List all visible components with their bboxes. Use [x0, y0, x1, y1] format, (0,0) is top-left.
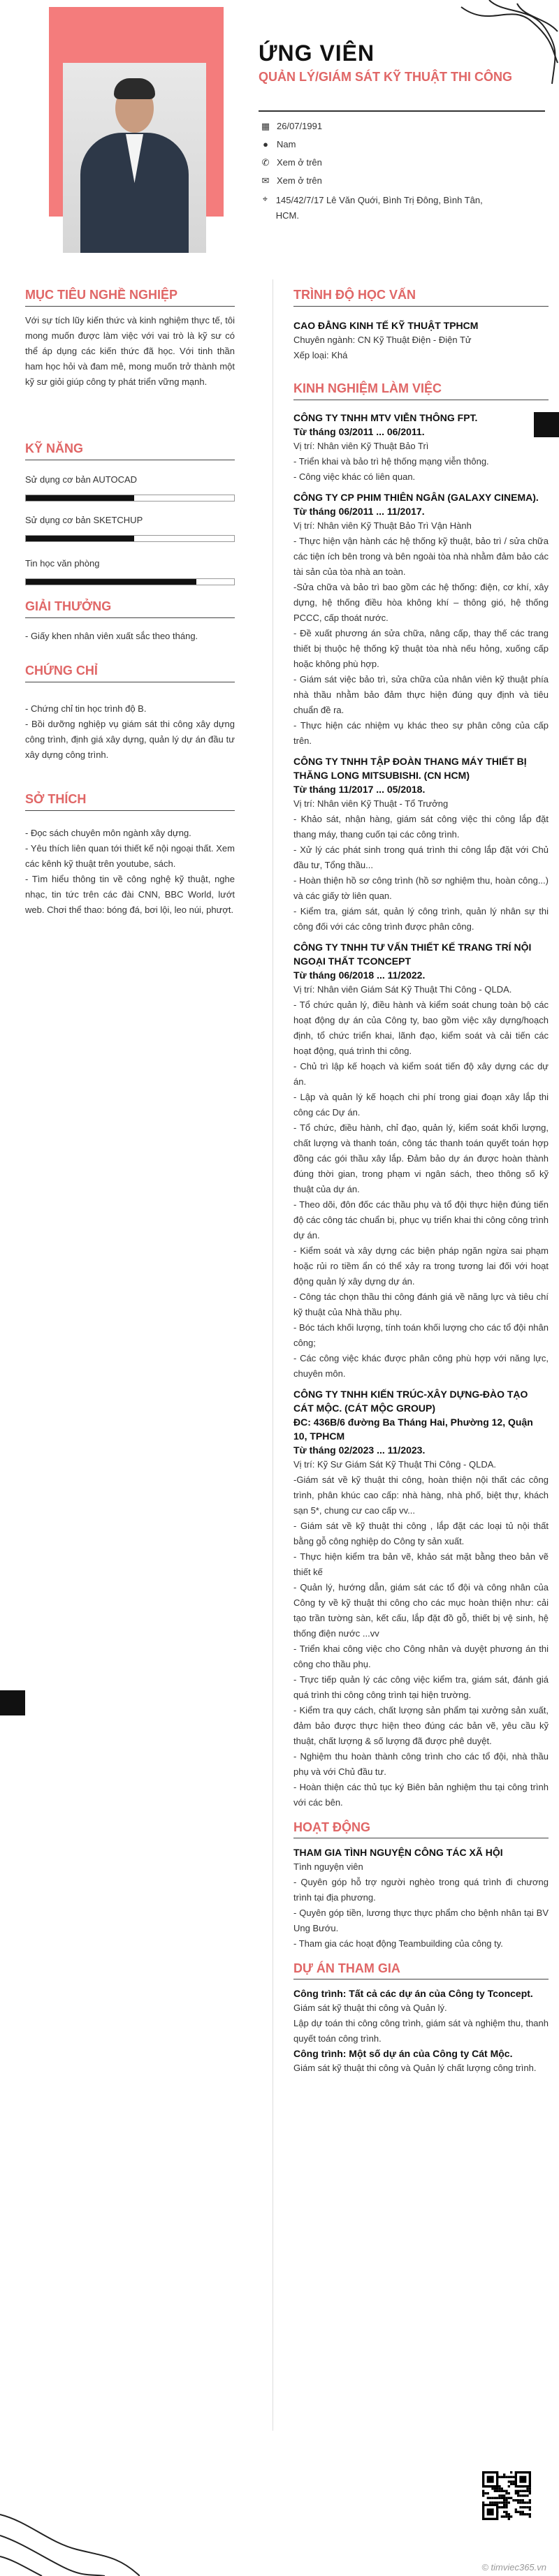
- activity-title: THAM GIA TÌNH NGUYỆN CÔNG TÁC XÃ HỘI: [293, 1847, 503, 1858]
- hobbies-heading: SỞ THÍCH: [25, 792, 87, 806]
- project-line: Giám sát kỹ thuật thi công và Quản lý.: [293, 2003, 447, 2013]
- job-line: - Tổ chức, điều hành, chỉ đạo, quản lý, kiểm soát khối lượng, chất lượng và thanh toán, công tác thanh toán quyết toán hợp đồng các gói thầu xây lắp. Đảm bảo dự án được hoàn thành đúng thời gian, trong phạm vi ngân sách, theo thông số kỹ thuật của dự án.: [293, 1122, 549, 1194]
- job-line: -Giám sát về kỹ thuật thi công, hoàn thiện nội thất các công trình, phân khúc cao cấp: nhà hàng, nhà phố, biệt thự, khách sạn 5*, chung cư cao cấp vv...: [293, 1474, 549, 1516]
- job-line: Vị trí: Nhân viên Kỹ Thuật Bảo Trì Vận Hành: [293, 520, 472, 531]
- page-marker: [534, 412, 559, 437]
- job-line: - Các công việc khác được phân công phù hợp với năng lực, chuyên môn.: [293, 1353, 549, 1379]
- decorative-swirl-bottom: [0, 2487, 140, 2576]
- person-icon: ●: [263, 139, 268, 149]
- activity-line: - Tham gia các hoạt động Teambuilding của công ty.: [293, 1938, 503, 1949]
- education-heading: TRÌNH ĐỘ HỌC VẤN: [293, 288, 416, 302]
- job-line: - Kiểm tra, giám sát, quản lý công trình, quản lý nhân sự thi công đối với các công trình được phân công.: [293, 906, 549, 932]
- skill-bar: [25, 535, 235, 542]
- job-entry: [293, 490, 549, 749]
- profile-photo: [63, 63, 206, 253]
- job-line: - Trực tiếp quản lý các công việc kiểm tra, giám sát, đánh giá quá trình thi công công trình tại hiện trường.: [293, 1674, 549, 1700]
- job-address: ĐC: 436B/6 đường Ba Tháng Hai, Phường 12, Quận 10, TPHCM: [293, 1417, 533, 1442]
- job-line: - Giám sát việc bảo trì, sửa chữa của nhân viên kỹ thuật phía nhà thầu nhằm bảo đảm thực hiện đúng quy định và tiêu chuẩn đề ra.: [293, 674, 549, 715]
- contact-email: ✉ Xem ở trên: [260, 175, 322, 187]
- calendar-icon: ▦: [261, 121, 270, 131]
- job-period: Từ tháng 06/2011 ... 11/2017.: [293, 506, 425, 517]
- job-entry: [293, 940, 549, 1382]
- skill-label: Sử dụng cơ bản SKETCHUP: [25, 515, 143, 525]
- education-grade: Xếp loại: Khá: [293, 350, 348, 360]
- job-line: - Kiểm tra quy cách, chất lượng sản phẩm tại xưởng sản xuất, đảm bảo được thực hiện theo đúng các bản vẽ, yêu cầu kỹ thuật, chất lượng & số lượng đã được phê duyệt.: [293, 1705, 549, 1746]
- job-line: -Sửa chữa và bảo trì bao gồm các hệ thống: điện, cơ khí, xây dựng, hệ thống điều hòa không khí – thông gió, hệ thống PCCC, cấp thoát nước.: [293, 582, 549, 623]
- objective-heading: MỤC TIÊU NGHỀ NGHIỆP: [25, 288, 178, 302]
- skill-bar-fill: [26, 579, 196, 585]
- activity-line: - Quyên góp hỗ trợ người nghèo trong quá trình đi chương trình tại địa phương.: [293, 1877, 549, 1903]
- education-major: Chuyên ngành: CN Kỹ Thuật Điện - Điện Tử: [293, 335, 472, 345]
- skill-label: Tin học văn phòng: [25, 558, 100, 569]
- job-line: Vị trí: Nhân viên Kỹ Thuật Bảo Trì: [293, 441, 429, 451]
- phone-icon: ✆: [261, 157, 270, 168]
- activities-heading: HOẠT ĐỘNG: [293, 1820, 370, 1834]
- projects-heading: DỰ ÁN THAM GIA: [293, 1961, 400, 1975]
- job-line: - Hoàn thiện các thủ tục ký Biên bản nghiệm thu tại công trình với các bên.: [293, 1782, 549, 1808]
- school-name: CAO ĐẲNG KINH TẾ KỸ THUẬT TPHCM: [293, 320, 479, 331]
- job-line: - Kiểm soát và xây dựng các biện pháp ngăn ngừa sai phạm hoặc rủi ro tiềm ẩn có thể xảy ra trong tương lai đối với hoạt động quản lý xây dựng dự án.: [293, 1245, 549, 1287]
- job-line: - Xử lý các phát sinh trong quá trình thi công lắp đặt với Chủ đầu tư, Tổng thầu...: [293, 844, 549, 870]
- job-entry: [293, 754, 549, 935]
- job-line: - Bóc tách khối lượng, tính toán khối lượng cho các tổ đội nhân công;: [293, 1322, 549, 1348]
- project-line: Giám sát kỹ thuật thi công và Quản lý chất lượng công trình.: [293, 2063, 537, 2073]
- experience-heading: KINH NGHIỆM LÀM VIỆC: [293, 381, 442, 395]
- job-company: CÔNG TY TNHH TẬP ĐOÀN THANG MÁY THIẾT BỊ THĂNG LONG MITSUBISHI. (CN HCM): [293, 756, 527, 781]
- job-line: - Công tác chọn thầu thi công đánh giá về năng lực và tiêu chí kỹ thuật của Nhà thầu phụ.: [293, 1291, 549, 1317]
- divider: [25, 617, 235, 618]
- job-line: - Thực hiện kiểm tra bản vẽ, khảo sát mặt bằng theo bản vẽ thiết kế: [293, 1551, 549, 1577]
- contact-gender: ● Nam: [260, 138, 296, 151]
- mail-icon: ✉: [261, 175, 270, 186]
- job-line: Vị trí: Kỹ Sư Giám Sát Kỹ Thuật Thi Công - QLDA.: [293, 1459, 496, 1470]
- hobby-item: - Tìm hiểu thông tin về công nghệ kỹ thuật, nghe nhạc, tin tức trên các đài CNN, BBC World, lướt web. Chơi thể thao: bóng đá, bơi lội, leo núi, phượt.: [25, 874, 235, 915]
- skill-bar: [25, 578, 235, 585]
- job-line: - Thực hiện vận hành các hệ thống kỹ thuật, bảo trì / sửa chữa các tiện ích bên trong và bên ngoài tòa nhà nhằm đảm bảo các tài sản của tòa nhà an toàn.: [293, 536, 549, 577]
- certificates-list: [25, 701, 235, 763]
- objective-text: Với sự tích lũy kiến thức và kinh nghiệm thực tế, tôi mong muốn được làm việc với vai trò là kỹ sư có thể áp dụng các kiến thức đã học. Với tinh thần ham học hỏi và đam mê, mong muốn trở thành một kỹ sư giỏi giúp công ty phát triển vững mạnh.: [25, 315, 235, 387]
- job-company: CÔNG TY TNHH KIẾN TRÚC-XÂY DỰNG-ĐÀO TẠO CÁT MỘC. (CÁT MỘC GROUP): [293, 1389, 528, 1414]
- divider: [25, 306, 235, 307]
- candidate-name: ỨNG VIÊN: [259, 41, 375, 66]
- job-line: - Chủ trì lập kế hoạch và kiểm soát tiến độ xây dựng các dự án.: [293, 1061, 549, 1087]
- page-marker: [0, 1690, 25, 1715]
- job-period: Từ tháng 11/2017 ... 05/2018.: [293, 784, 426, 795]
- job-line: - Quản lý, hướng dẫn, giám sát các tổ đội và công nhân của Công ty về kỹ thuật thi công cho các mục hoàn thiện như: cải tạo trần tường sàn, kết cấu, lắp đặt đồ gỗ, thiết bị vệ sinh, hệ thống điện nước ...vv: [293, 1582, 549, 1639]
- certificate-item: - Bồi dưỡng nghiệp vụ giám sát thi công xây dựng công trình, định giá xây dựng, quản lý dự án đầu tư xây dựng công trình.: [25, 719, 235, 760]
- job-list: [293, 411, 549, 2076]
- job-entry: [293, 411, 549, 485]
- job-line: - Tổ chức quản lý, điều hành và kiểm soát chung toàn bộ các hoạt động dự án của Công ty, bao gồm việc xây dựng/hoạch định, tổ chức triển khai, lãnh đạo, kiểm soát và cải tiến các hoạt động, quá trình thi công.: [293, 1000, 549, 1056]
- project-title: Công trình: Tất cả các dự án của Công ty Tconcept.: [293, 1988, 533, 1999]
- contact-address: ⌖ 145/42/7/17 Lê Văn Quới, Bình Trị Đông, Bình Tân, HCM.: [260, 193, 491, 224]
- hobby-item: - Đọc sách chuyên môn ngành xây dựng.: [25, 828, 191, 838]
- job-line: - Hoàn thiện hồ sơ công trình (hồ sơ nghiệm thu, hoàn công...) và các giấy tờ liên quan.: [293, 875, 549, 901]
- certificates-heading: CHỨNG CHỈ: [25, 664, 98, 678]
- project-title: Công trình: Một số dự án của Công ty Cát Mộc.: [293, 2048, 513, 2059]
- education-block: [293, 319, 549, 363]
- job-line: - Giám sát về kỹ thuật thi công , lắp đặt các loại tủ nội thất bằng gỗ công nghiệp do Công ty sản xuất.: [293, 1521, 549, 1546]
- contact-birthdate: ▦ 26/07/1991: [261, 121, 323, 131]
- job-line: - Thực hiện các nhiệm vụ khác theo sự phân công của cấp trên.: [293, 720, 549, 746]
- location-icon: ⌖: [262, 193, 268, 204]
- job-company: CÔNG TY TNHH TƯ VẤN THIẾT KẾ TRANG TRÍ NỘI NGOẠI THẤT TCONCEPT: [293, 942, 532, 967]
- hobby-item: - Yêu thích liên quan tới thiết kế nội ngoại thất. Xem các kênh kỹ thuật trên youtube, sách.: [25, 843, 235, 869]
- job-line: - Triển khai và bảo trì hệ thống mạng viễn thông.: [293, 456, 489, 467]
- project-line: Lập dự toán thi công công trình, giám sát và nghiệm thu, thanh quyết toán công trình.: [293, 2018, 549, 2044]
- job-period: Từ tháng 06/2018 ... 11/2022.: [293, 969, 426, 981]
- job-line: - Theo dõi, đôn đốc các thầu phụ và tổ đội thực hiện đúng tiến độ các công tác chuẩn bị, phục vụ triển khai thi công công trình dự án.: [293, 1199, 549, 1241]
- contact-phone: ✆ Xem ở trên: [260, 156, 322, 169]
- hobbies-list: [25, 826, 235, 918]
- divider: [25, 810, 235, 811]
- qr-code: [482, 2471, 531, 2520]
- job-company: CÔNG TY CP PHIM THIÊN NGÂN (GALAXY CINEMA).: [293, 492, 539, 503]
- activity-line: Tình nguyện viên: [293, 1861, 363, 1872]
- job-entry: [293, 1387, 549, 1810]
- candidate-title: QUẢN LÝ/GIÁM SÁT KỸ THUẬT THI CÔNG: [259, 70, 512, 84]
- divider: [293, 306, 549, 307]
- activity-line: - Quyên góp tiền, lương thực thực phẩm cho bệnh nhân tại BV Ung Bướu.: [293, 1908, 549, 1933]
- skill-bar-fill: [26, 536, 134, 541]
- title-divider: [259, 110, 545, 112]
- certificate-item: - Chứng chỉ tin học trình độ B.: [25, 703, 147, 714]
- awards-heading: GIẢI THƯỞNG: [25, 599, 112, 613]
- watermark: © timviec365.vn: [481, 2562, 546, 2573]
- job-period: Từ tháng 02/2023 ... 11/2023.: [293, 1444, 426, 1456]
- job-line: - Đề xuất phương án sửa chữa, nâng cấp, thay thế các trang thiết bị thuộc hệ thống kỹ thuật tòa nhà nếu hỏng, xuống cấp hoặc không phù hợp.: [293, 628, 549, 669]
- skill-bar: [25, 495, 235, 502]
- job-company: CÔNG TY TNHH MTV VIỄN THÔNG FPT.: [293, 412, 478, 423]
- awards-text: - Giấy khen nhân viên xuất sắc theo tháng.: [25, 631, 198, 641]
- job-line: - Triển khai công việc cho Công nhân và duyệt phương án thi công cho thầu phụ.: [293, 1644, 549, 1669]
- job-line: Vị trí: Nhân viên Giám Sát Kỹ Thuật Thi Công - QLDA.: [293, 984, 512, 995]
- job-line: - Khảo sát, nhận hàng, giám sát công việc thi công lắp đặt thang máy, thang cuốn tại các công trình.: [293, 814, 549, 840]
- job-line: Vị trí: Nhân viên Kỹ Thuật - Tổ Trưởng: [293, 798, 449, 809]
- skill-bar-fill: [26, 495, 134, 501]
- job-period: Từ tháng 03/2011 ... 06/2011.: [293, 426, 425, 437]
- skill-label: Sử dụng cơ bản AUTOCAD: [25, 474, 138, 485]
- job-line: - Nghiệm thu hoàn thành công trình cho các tổ đội, nhà thầu phụ và với Chủ đầu tư.: [293, 1751, 549, 1777]
- skills-heading: KỸ NĂNG: [25, 441, 84, 455]
- job-line: - Công việc khác có liên quan.: [293, 471, 416, 482]
- job-line: - Lập và quản lý kế hoạch chi phí trong giai đoạn xây lắp thi công các Dự án.: [293, 1092, 549, 1118]
